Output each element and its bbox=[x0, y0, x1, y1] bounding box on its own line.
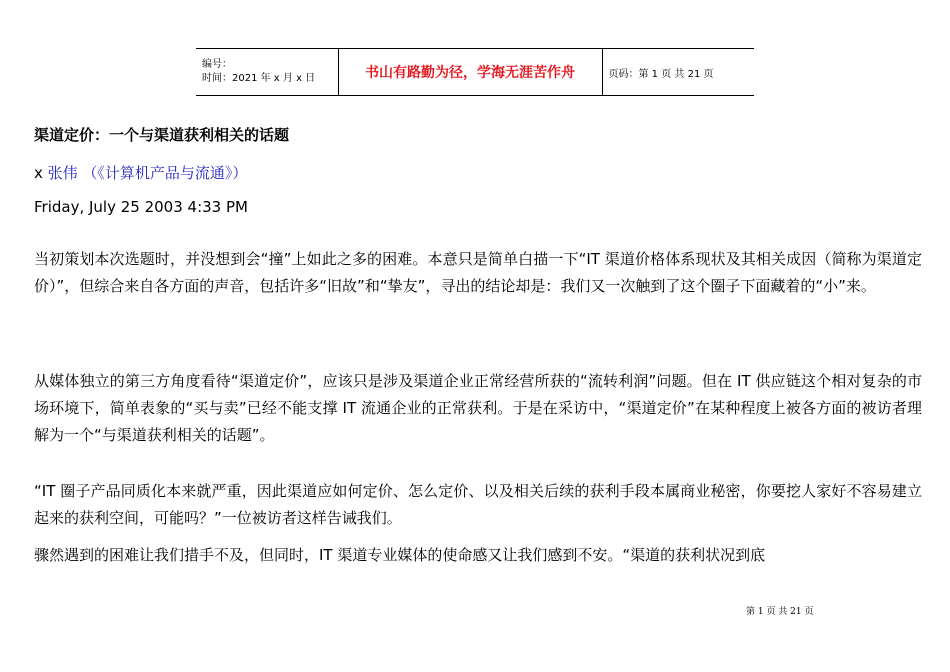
header-motto: 书山有路勤为径，学海无涯苦作舟 bbox=[338, 49, 602, 96]
body-paragraph: 当初策划本次选题时，并没想到会“撞”上如此之多的困难。本意只是简单白描一下“IT 渠道价格体系现状及其相关成因（简称为渠道定价）”，但综合来自各方面的声音，包括许多“旧故”和“挚友”，寻出的结论却是：我们又一次触到了这个圈子下面藏着的“小”来。 bbox=[34, 250, 922, 295]
header-meta-cell bbox=[196, 49, 338, 96]
header-page-label: 页码：第 1 页 共 21 页 bbox=[602, 49, 754, 96]
author-prefix: x bbox=[34, 164, 48, 182]
page-footer: 第 1 页 共 21 页 bbox=[746, 607, 814, 617]
header-number-label: 编号： bbox=[202, 59, 232, 70]
header-time-label: 时间：2021 年 x 月 x 日 bbox=[202, 73, 316, 84]
body-paragraph: 骤然遇到的困难让我们措手不及，但同时，IT 渠道专业媒体的使命感又让我们感到不安。“渠道的获利状况到底 bbox=[34, 546, 766, 564]
body-paragraph: “IT 圈子产品同质化本来就严重，因此渠道应如何定价、怎么定价、以及相关后续的获利手段本属商业秘密，你要挖人家好不容易建立起来的获利空间，可能吗？”一位被访者这样告诫我们。 bbox=[34, 482, 922, 527]
body-paragraph: 从媒体独立的第三方角度看待“渠道定价”，应该只是涉及渠道企业正常经营所获的“流转利润”问题。但在 IT 供应链这个相对复杂的市场环境下，简单表象的“买与卖”已经不能支撑 IT 流通企业的正常获利。于是在采访中，“渠道定价”在某种程度上被各方面的被访者理解为一个“与渠道获利相关的话题”。 bbox=[34, 372, 922, 444]
author-line bbox=[34, 162, 247, 183]
author-link[interactable]: 张伟 （《计算机产品与流通》） bbox=[47, 164, 248, 182]
article-date: Friday, July 25 2003 4:33 PM bbox=[34, 198, 248, 216]
article-title: 渠道定价：一个与渠道获利相关的话题 bbox=[34, 126, 290, 144]
header-table bbox=[196, 48, 754, 96]
